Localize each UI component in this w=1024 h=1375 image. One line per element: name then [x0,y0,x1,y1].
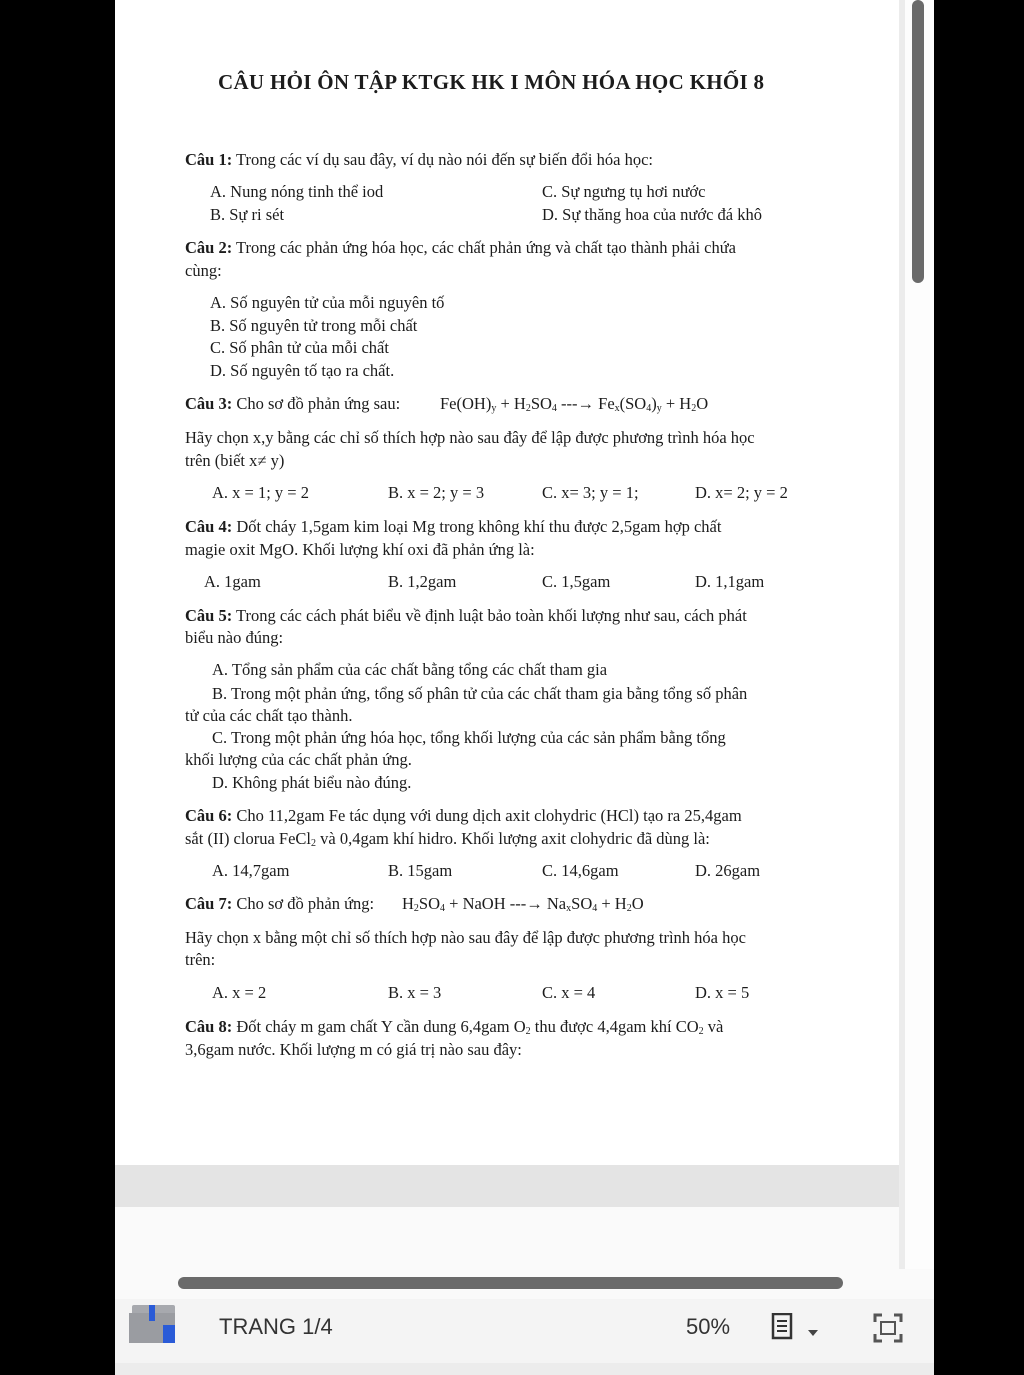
horizontal-scroll-thumb[interactable] [178,1277,843,1289]
option: D. Không phát biểu nào đúng. [212,773,412,792]
option: B. Trong một phản ứng, tổng số phân tử của các chất tham gia bằng tổng số phân [212,684,748,703]
option: D. 1,1gam [695,572,765,591]
zoom-level[interactable]: 50% [686,1314,731,1339]
option: C. x= 3; y = 1; [542,483,639,502]
word-app-icon[interactable] [129,1305,179,1343]
question-8: Câu 8: Đốt cháy m gam chất Y cần dung 6,4gam $O_2$ thu được 4,4gam khí $CO_2$ và [185,1017,724,1037]
option: B. x = 3 [388,983,442,1002]
page-view-icon[interactable] [771,1313,795,1341]
option: C. 1,5gam [542,572,611,591]
document-title: CÂU HỎI ÔN TẬP KTGK HK I MÔN HÓA HỌC KHỐI 8 [218,70,765,94]
question-1: Câu 1: Trong các ví dụ sau đây, ví dụ nào nói đến sự biến đổi hóa học: [185,150,653,169]
option: D. 26gam [695,861,761,880]
page-indicator[interactable]: TRANG 1/4 [219,1314,333,1339]
question-text: trên (biết x≠ y) [185,451,285,470]
vertical-scroll-thumb[interactable] [912,0,924,283]
option: A. x = 1; y = 2 [212,483,309,502]
document-page [115,0,899,1165]
option: B. Sự ri sét [210,205,285,224]
question-text: Hãy chọn x bằng một chỉ số thích hợp nào sau đây để lập được phương trình hóa học [185,928,746,947]
option: A. 1gam [204,572,261,591]
option: A. Tổng sản phẩm của các chất bằng tổng các chất tham gia [212,660,608,679]
fit-screen-icon[interactable] [873,1313,903,1343]
option: A. Nung nóng tinh thể iod [210,182,384,201]
option: B. x = 2; y = 3 [388,483,485,502]
question-text: trên: [185,950,216,969]
option: C. Số phân tử của mỗi chất [210,338,389,357]
next-page-top [115,1207,899,1269]
question-label: Câu 5: [185,606,233,625]
question-6: Câu 6: Cho 11,2gam Fe tác dụng với dung dịch axit clohydric (HCl) tạo ra 25,4gam [185,806,742,825]
question-label: Câu 2: [185,238,233,257]
option: C. x = 4 [542,983,596,1002]
question-7: Câu 7: Cho sơ đồ phản ứng: [185,894,375,913]
option: A. Số nguyên tử của mỗi nguyên tố [210,293,445,312]
question-text: sắt (II) clorua FeCl$_2$ và 0,4gam khí hidro. Khối lượng axit clohydric đã dùng là: [185,829,710,849]
question-4: Câu 4: Dốt cháy 1,5gam kim loại Mg trong không khí thu được 2,5gam hợp chất [185,517,722,536]
option: B. 15gam [388,861,453,880]
option: A. x = 2 [212,983,267,1002]
option: A. 14,7gam [212,861,290,880]
app-window [115,0,934,1375]
question-text: Hãy chọn x,y bằng các chỉ số thích hợp nào sau đây để lập được phương trình hóa học [185,428,755,447]
option: D. Sự thăng hoa của nước đá khô [542,205,762,224]
question-label: Câu 8: [185,1017,233,1036]
option: B. 1,2gam [388,572,457,591]
question-text: biểu nào đúng: [185,628,284,647]
question-label: Câu 6: [185,806,233,825]
reaction-formula-q7: $H_2SO_4$ + NaOH ---→ $Na_xSO_4 + H_2O$ [402,894,644,914]
option: C. Sự ngưng tụ hơi nước [542,182,706,201]
question-label: Câu 7: [185,894,233,913]
question-label: Câu 1: [185,150,233,169]
question-label: Câu 4: [185,517,233,536]
option-continued: tử của các chất tạo thành. [185,706,353,725]
option: C. 14,6gam [542,861,619,880]
page-gap [115,1165,899,1207]
option: D. x = 5 [695,983,750,1002]
question-5: Câu 5: Trong các cách phát biểu về định luật bảo toàn khối lượng như sau, cách phát [185,606,747,625]
question-3: Câu 3: Cho sơ đồ phản ứng sau: [185,394,401,413]
question-text: cùng: [185,261,222,280]
option: B. Số nguyên tử trong mỗi chất [210,316,418,335]
status-bar [115,1299,934,1363]
dropdown-arrow-icon[interactable] [807,1324,819,1332]
option: C. Trong một phản ứng hóa học, tổng khối lượng của các sản phẩm bằng tổng [212,728,726,747]
question-text: magie oxit MgO. Khối lượng khí oxi đã phản ứng là: [185,540,535,559]
question-text: 3,6gam nước. Khối lượng m có giá trị nào sau đây: [185,1040,522,1059]
option: D. Số nguyên tố tạo ra chất. [210,361,395,380]
question-label: Câu 3: [185,394,233,413]
option: D. x= 2; y = 2 [695,483,788,502]
reaction-formula-q3: $Fe(OH)_y + H_2SO_4$ ---→ $Fe_x(SO_4)_y + H_2O$ [440,394,709,414]
question-2: Câu 2: Trong các phản ứng hóa học, các chất phản ứng và chất tạo thành phải chứa [185,238,737,257]
option-continued: khối lượng của các chất phản ứng. [185,750,412,769]
